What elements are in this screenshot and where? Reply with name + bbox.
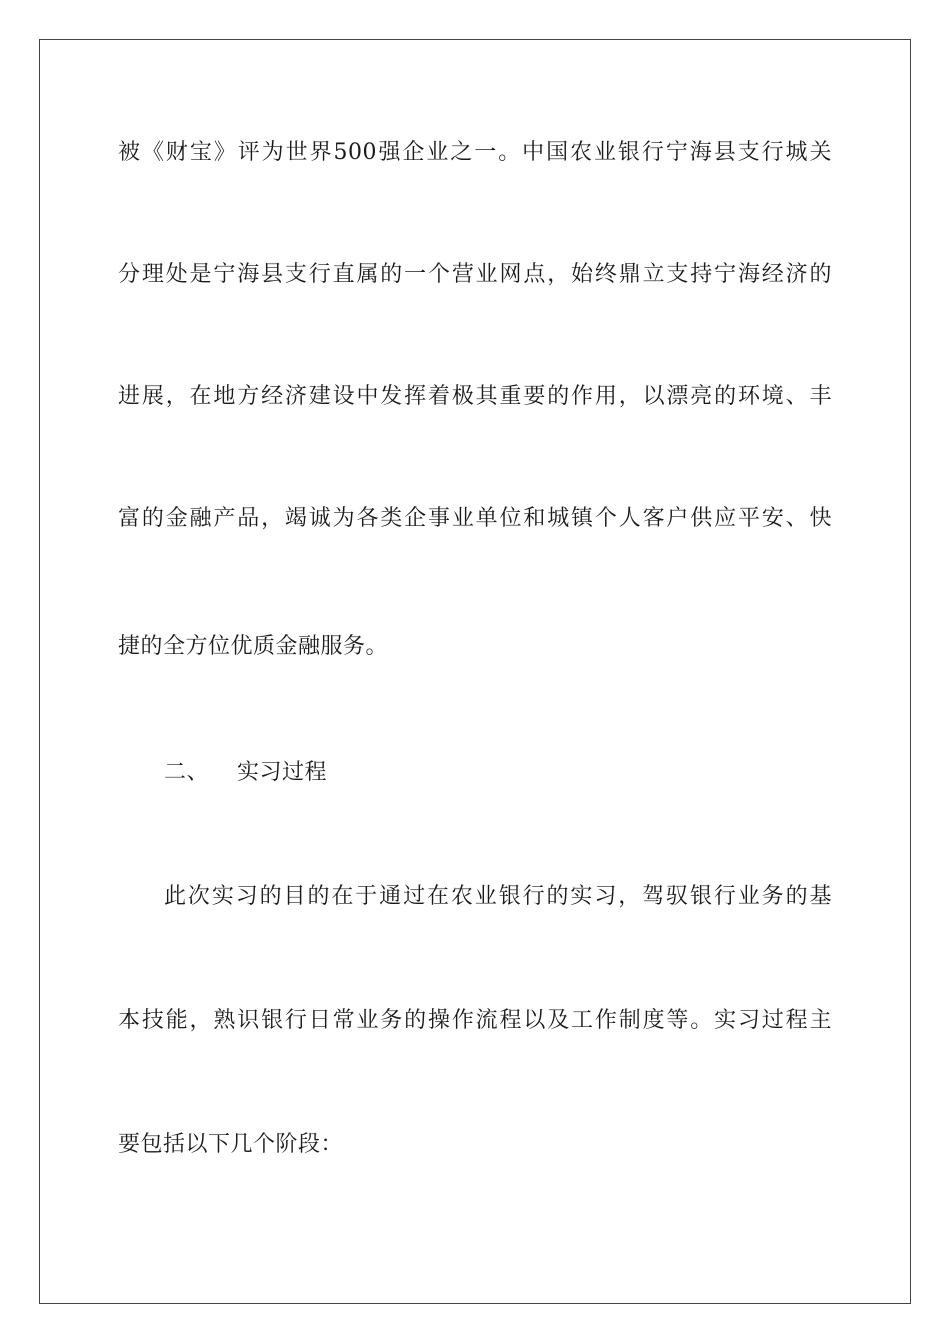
- text-line: 进展，在地方经济建设中发挥着极其重要的作用，以漂亮的环境、丰: [118, 384, 832, 409]
- section-title: 实习过程: [237, 760, 328, 785]
- text-line: 分理处是宁海县支行直属的一个营业网点，始终鼎立支持宁海经济的: [118, 262, 832, 287]
- text-line: 捷的全方位优质金融服务。: [118, 634, 389, 659]
- page-frame: [39, 39, 911, 1304]
- paragraph-line: 要包括以下几个阶段：: [118, 1132, 344, 1157]
- section-number: 二、: [164, 760, 210, 785]
- paragraph-line: 本技能，熟识银行日常业务的操作流程以及工作制度等。实习过程主: [118, 1008, 832, 1033]
- paragraph-line: 此次实习的目的在于通过在农业银行的实习，驾驭银行业务的基: [164, 884, 832, 909]
- text-line: 被《财宝》评为世界500强企业之一。中国农业银行宁海县支行城关: [118, 140, 832, 165]
- text-line: 富的金融产品，竭诚为各类企事业单位和城镇个人客户供应平安、快: [118, 506, 832, 531]
- section-heading: [164, 758, 327, 788]
